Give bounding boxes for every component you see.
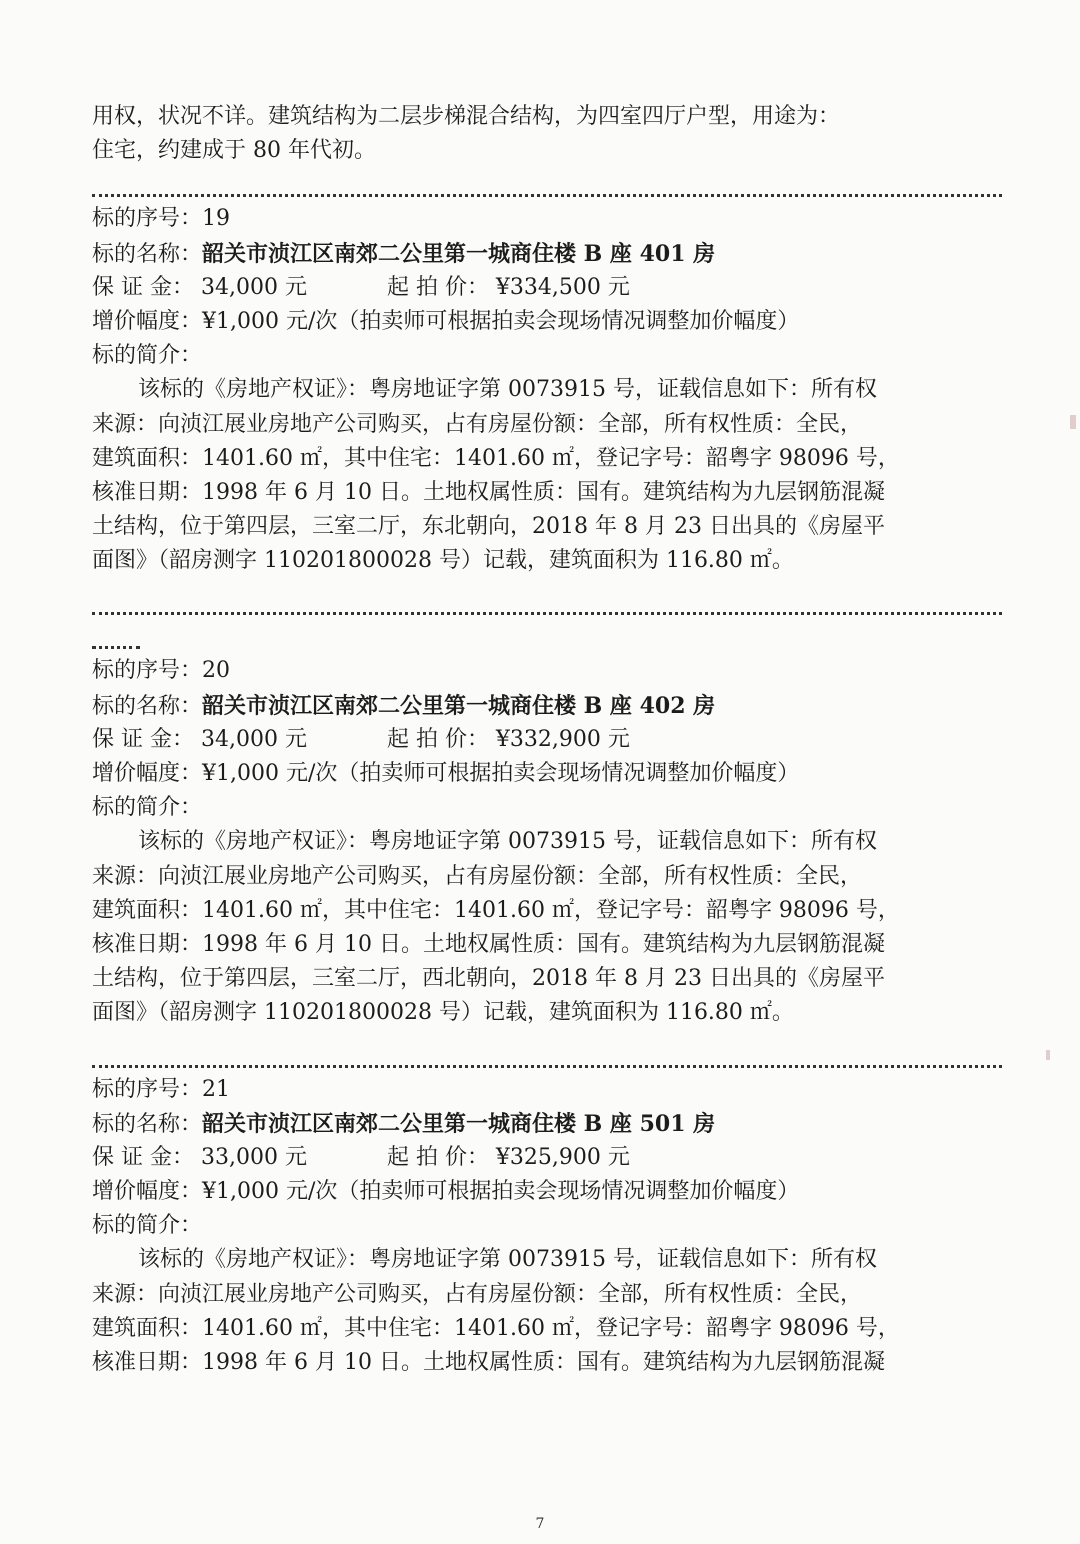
- scan-artifact: [1046, 1050, 1050, 1060]
- lot-desc-line: 面图》（韶房测字 110201800028 号）记载，建筑面积为 116.80 ㎡。: [92, 1000, 794, 1026]
- lot-desc-line: 该标的《房地产权证》：粤房地证字第 0073915 号，证载信息如下：所有权: [138, 377, 877, 403]
- page-number: 7: [535, 1516, 545, 1532]
- lot-fees: [92, 271, 1002, 305]
- lot-desc-line: 面图》（韶房测字 110201800028 号）记载，建筑面积为 116.80 ㎡。: [92, 548, 794, 574]
- lot-name-label: 标的名称：: [92, 693, 203, 719]
- lot-seq: 标的序号：19: [92, 206, 230, 232]
- intro-line-1: 用权，状况不详。建筑结构为二层步梯混合结构，为四室四厅户型，用途为：: [92, 104, 841, 129]
- lot-start-price: 起 拍 价： ¥334,500 元: [386, 274, 630, 300]
- lot-desc-line: 土结构，位于第四层，三室二厅，东北朝向，2018 年 8 月 23 日出具的《房屋平: [92, 514, 885, 540]
- dotted-separator: [92, 586, 1002, 620]
- lot-deposit: 保 证 金： 34,000 元: [92, 274, 307, 300]
- lot-desc-line: 该标的《房地产权证》：粤房地证字第 0073915 号，证载信息如下：所有权: [138, 1247, 877, 1273]
- dotted-separator: [92, 1039, 1002, 1073]
- lot-desc-line: 建筑面积：1401.60 ㎡，其中住宅：1401.60 ㎡，登记字号：韶粤字 98096 号，: [92, 1315, 900, 1341]
- lot-desc-line: 来源：向浈江展业房地产公司购买，占有房屋份额：全部，所有权性质：全民，: [92, 1281, 863, 1307]
- lot-20: [92, 654, 1002, 1030]
- lot-name: [92, 1107, 1002, 1141]
- lot-desc-line: 核准日期：1998 年 6 月 10 日。土地权属性质：国有。建筑结构为九层钢筋混凝: [92, 479, 885, 505]
- dotted-separator-continuation: [92, 620, 1002, 654]
- lot-name-value: 韶关市浈江区南郊二公里第一城商住楼 B 座 401 房: [202, 240, 716, 267]
- lot-desc-line: 建筑面积：1401.60 ㎡，其中住宅：1401.60 ㎡，登记字号：韶粤字 98096 号，: [92, 897, 900, 923]
- lot-fees: [92, 1141, 1002, 1175]
- dotted-separator: [92, 168, 1002, 202]
- lot-start-price: 起 拍 价： ¥325,900 元: [386, 1144, 630, 1170]
- lot-seq: 标的序号：21: [92, 1076, 230, 1102]
- intro-line-2: 住宅，约建成于 80 年代初。: [92, 138, 376, 164]
- lot-desc-line: 核准日期：1998 年 6 月 10 日。土地权属性质：国有。建筑结构为九层钢筋混凝: [92, 1350, 885, 1375]
- lot-desc-line: 来源：向浈江展业房地产公司购买，占有房屋份额：全部，所有权性质：全民，: [92, 411, 863, 437]
- lot-increment: 增价幅度：¥1,000 元/次（拍卖师可根据拍卖会现场情况调整加价幅度）: [92, 761, 800, 786]
- lot-desc-line: 建筑面积：1401.60 ㎡，其中住宅：1401.60 ㎡，登记字号：韶粤字 98096 号，: [92, 445, 900, 471]
- lot-21: [92, 1073, 1002, 1381]
- lot-increment: 增价幅度：¥1,000 元/次（拍卖师可根据拍卖会现场情况调整加价幅度）: [92, 1179, 800, 1205]
- lot-desc-line: 来源：向浈江展业房地产公司购买，占有房屋份额：全部，所有权性质：全民，: [92, 863, 863, 889]
- document-page: [92, 100, 1002, 1380]
- lot-intro-label: 标的简介：: [92, 1213, 203, 1239]
- lot-desc-line: 核准日期：1998 年 6 月 10 日。土地权属性质：国有。建筑结构为九层钢筋混凝: [92, 931, 885, 957]
- lot-start-price: 起 拍 价： ¥332,900 元: [386, 726, 630, 752]
- lot-seq: 标的序号：20: [92, 658, 230, 684]
- lot-name-label: 标的名称：: [92, 1111, 203, 1137]
- scan-artifact: [1070, 415, 1076, 429]
- lot-name-value: 韶关市浈江区南郊二公里第一城商住楼 B 座 501 房: [202, 1110, 716, 1137]
- lot-19: [92, 202, 1002, 578]
- lot-name: [92, 689, 1002, 723]
- lot-deposit: 保 证 金： 34,000 元: [92, 726, 307, 752]
- lot-deposit: 保 证 金： 33,000 元: [92, 1144, 307, 1170]
- lot-desc-line: 该标的《房地产权证》：粤房地证字第 0073915 号，证载信息如下：所有权: [138, 829, 877, 855]
- lot-name: [92, 237, 1002, 271]
- lot-intro-label: 标的简介：: [92, 343, 203, 369]
- lot-intro-label: 标的简介：: [92, 795, 203, 821]
- lot-fees: [92, 723, 1002, 757]
- lot-desc-line: 土结构，位于第四层，三室二厅，西北朝向，2018 年 8 月 23 日出具的《房屋平: [92, 966, 885, 992]
- lot-increment: 增价幅度：¥1,000 元/次（拍卖师可根据拍卖会现场情况调整加价幅度）: [92, 308, 800, 334]
- lot-name-label: 标的名称：: [92, 241, 203, 267]
- lot-name-value: 韶关市浈江区南郊二公里第一城商住楼 B 座 402 房: [202, 692, 716, 719]
